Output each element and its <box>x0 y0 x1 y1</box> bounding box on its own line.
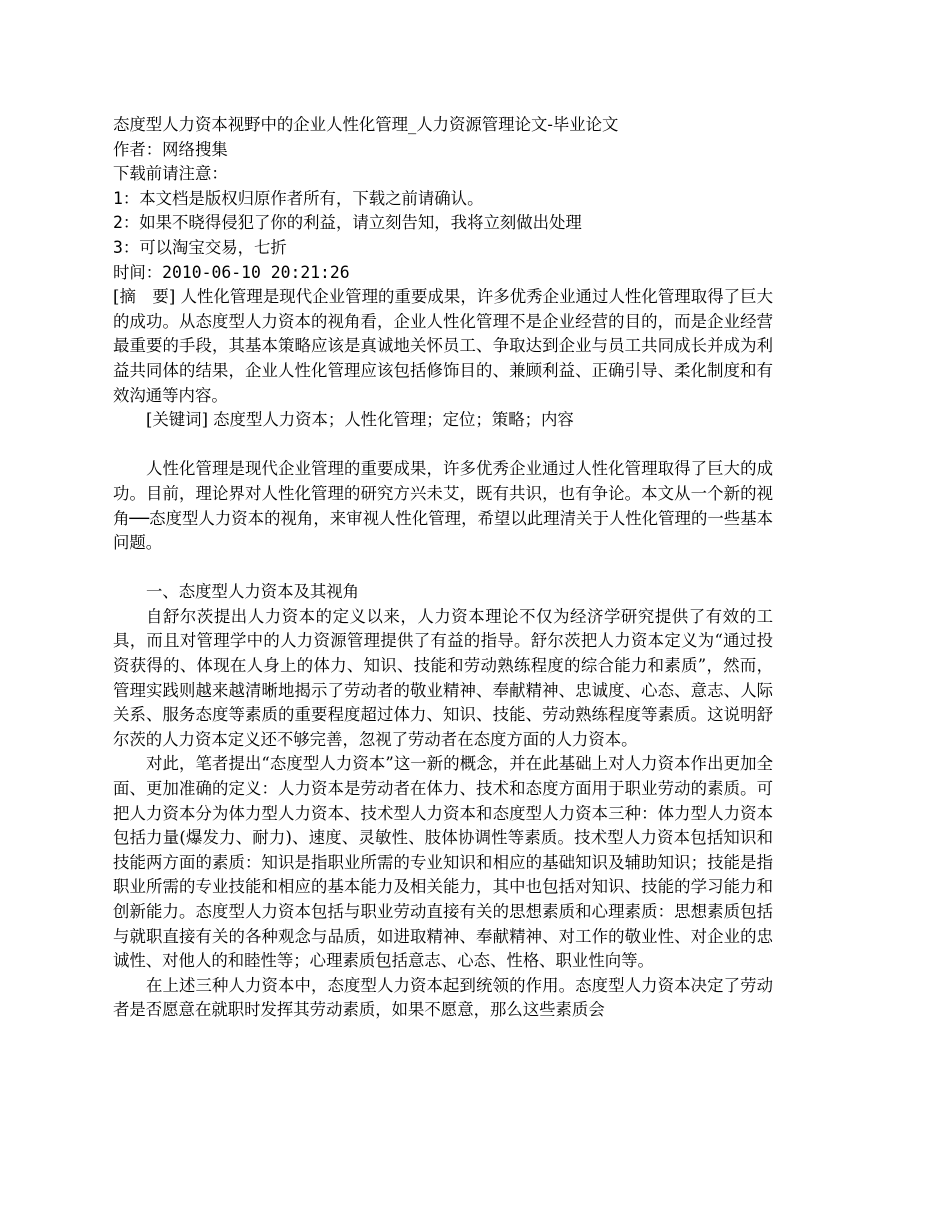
notice-heading: 下载前请注意： <box>113 164 228 184</box>
notice-item-3: 3：可以淘宝交易，七折 <box>113 237 287 257</box>
blank-line <box>113 556 773 581</box>
blank-line <box>113 433 773 458</box>
document-title: 态度型人力资本视野中的企业人性化管理_人力资源管理论文-毕业论文 <box>113 115 619 134</box>
abstract-paragraph: [摘 要] 人性化管理是现代企业管理的重要成果，许多优秀企业通过人性化管理取得了巨大的成功。从态度型人力资本的视角看，企业人性化管理不是企业经营的目的，而是企业经营最重要的手段，其基本策略应该是真诚地关怀员工、争取达到企业与员工共同成长并成为利益共同体的结果，企业人性化管理应该包括修饰目的、兼顾利益、正确引导、柔化制度和有效沟通等内容。 <box>113 287 773 405</box>
section-heading: 一、态度型人力资本及其视角 <box>146 582 360 602</box>
body-paragraph: 对此，笔者提出“态度型人力资本”这一新的概念，并在此基础上对人力资本作出更加全面、更加准确的定义：人力资本是劳动者在体力、技术和态度方面用于职业劳动的素质。可把人力资本分为体力型人力资本、技术型人力资本和态度型人力资本三种：体力型人力资本包括力量(爆发力、耐力)、速度、灵敏性、肢体协调性等素质。技术型人力资本包括知识和技能两方面的素质：知识是指职业所需的专业知识和相应的基础知识及辅助知识；技能是指职业所需的专业技能和相应的基本能力及相关能力，其中也包括对知识、技能的学习能力和创新能力。态度型人力资本包括与职业劳动直接有关的思想素质和心理素质：思想素质包括与就职直接有关的各种观念与品质，如进取精神、奉献精神、对工作的敬业性、对企业的忠诚性、对他人的和睦性等；心理素质包括意志、心态、性格、职业性向等。 <box>113 754 773 971</box>
body-paragraph: 自舒尔茨提出人力资本的定义以来，人力资本理论不仅为经济学研究提供了有效的工具，而且对管理学中的人力资源管理提供了有益的指导。舒尔茨把人力资本定义为“通过投资获得的、体现在人身上的体力、知识、技能和劳动熟练程度的综合能力和素质”，然而，管理实践则越来越清晰地揭示了劳动者的敬业精神、奉献精神、忠诚度、心态、意志、人际关系、服务态度等素质的重要程度超过体力、知识、技能、劳动熟练程度等素质。这说明舒尔茨的人力资本定义还不够完善，忽视了劳动者在态度方面的人力资本。 <box>113 606 773 749</box>
intro-paragraph: 人性化管理是现代企业管理的重要成果，许多优秀企业通过人性化管理取得了巨大的成功。目前，理论界对人性化管理的研究方兴未艾，既有共识，也有争论。本文从一个新的视角──态度型人力资本的视角，来审视人性化管理，希望以此理清关于人性化管理的一些基本问题。 <box>113 459 773 553</box>
notice-item-2: 2：如果不晓得侵犯了你的利益，请立刻告知，我将立刻做出处理 <box>113 213 582 233</box>
body-paragraph: 在上述三种人力资本中，态度型人力资本起到统领的作用。态度型人力资本决定了劳动者是否愿意在就职时发挥其劳动素质，如果不愿意，那么这些素质会 <box>113 975 773 1020</box>
notice-item-1: 1：本文档是版权归原作者所有，下载之前请确认。 <box>113 188 484 208</box>
author-line: 作者：网络搜集 <box>113 139 228 159</box>
keywords-paragraph: [关键词] 态度型人力资本；人性化管理；定位；策略；内容 <box>146 410 574 430</box>
document-page <box>113 113 773 1023</box>
timestamp-line: 时间：2010-06-10 20:21:26 <box>113 262 350 282</box>
